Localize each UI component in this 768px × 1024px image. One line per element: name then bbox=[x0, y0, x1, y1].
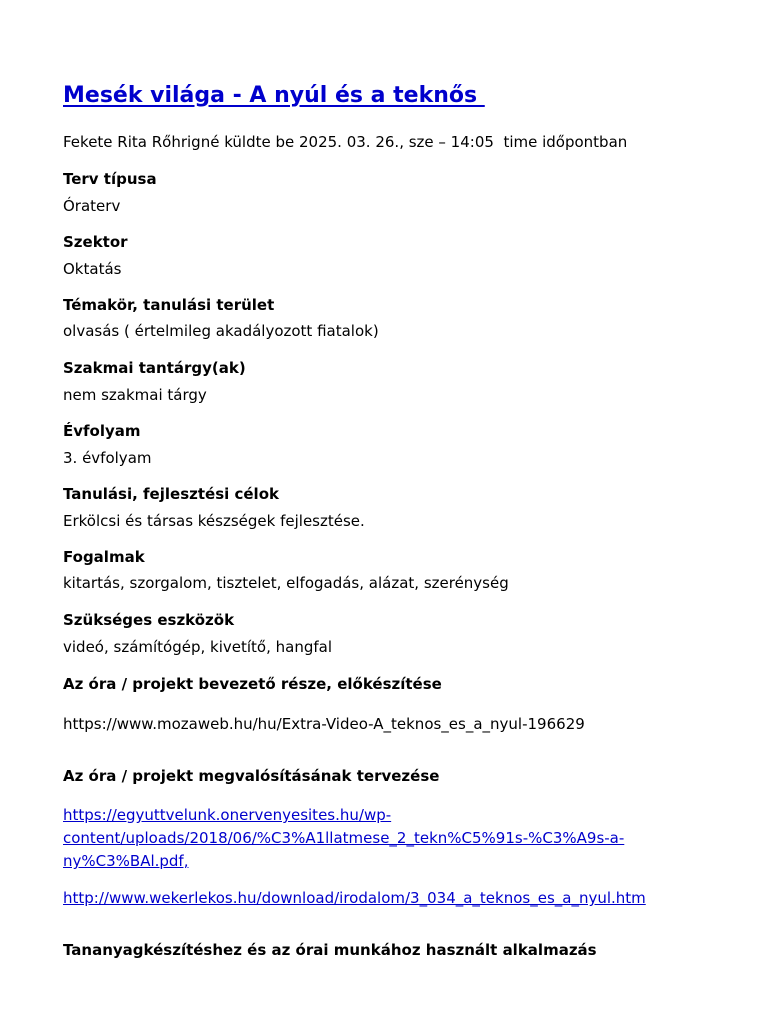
planning-link-htm[interactable]: http://www.wekerlekos.hu/download/irodalom/3_034_a_teknos_es_a_nyul.htm bbox=[63, 889, 646, 907]
field-label-subjects: Szakmai tantárgy(ak) bbox=[63, 359, 246, 377]
field-value-sector: Oktatás bbox=[63, 260, 122, 278]
section-label-planning: Az óra / projekt megvalósításának tervezése bbox=[63, 767, 440, 785]
field-value-concepts: kitartás, szorgalom, tisztelet, elfogadás, alázat, szerénység bbox=[63, 574, 509, 592]
planning-link-pdf[interactable] bbox=[63, 804, 663, 873]
field-label-tools: Szükséges eszközök bbox=[63, 611, 235, 629]
planning-link-pdf-line-1[interactable]: https://egyuttvelunk.onervenyesites.hu/wp- bbox=[63, 806, 392, 824]
field-label-sector: Szektor bbox=[63, 233, 128, 251]
page-title[interactable]: Mesék világa - A nyúl és a teknős bbox=[63, 83, 485, 108]
submission-info: Fekete Rita Rőhrigné küldte be 2025. 03. 26., sze – 14:05 time időpontban bbox=[63, 133, 628, 151]
field-label-goals: Tanulási, fejlesztési célok bbox=[63, 485, 279, 503]
field-value-grade: 3. évfolyam bbox=[63, 449, 152, 467]
planning-link-pdf-line-3[interactable]: ny%C3%BAl.pdf, bbox=[63, 852, 189, 870]
field-label-plan-type: Terv típusa bbox=[63, 170, 157, 188]
planning-link-pdf-line-2[interactable]: content/uploads/2018/06/%C3%A1llatmese_2_tekn%C5%91s-%C3%A9s-a- bbox=[63, 829, 625, 847]
field-value-tools: videó, számítógép, kivetítő, hangfal bbox=[63, 638, 333, 656]
field-value-topic: olvasás ( értelmileg akadályozott fiatalok) bbox=[63, 322, 379, 340]
field-label-grade: Évfolyam bbox=[63, 422, 141, 440]
field-value-goals: Erkölcsi és társas készségek fejlesztése. bbox=[63, 512, 365, 530]
field-value-subjects: nem szakmai tárgy bbox=[63, 386, 207, 404]
intro-url: https://www.mozaweb.hu/hu/Extra-Video-A_teknos_es_a_nyul-196629 bbox=[63, 715, 585, 733]
field-label-concepts: Fogalmak bbox=[63, 548, 145, 566]
section-label-intro: Az óra / projekt bevezető része, előkészítése bbox=[63, 675, 442, 693]
section-label-apps: Tananyagkészítéshez és az órai munkához használt alkalmazás bbox=[63, 941, 597, 959]
field-value-plan-type: Óraterv bbox=[63, 197, 121, 215]
field-label-topic: Témakör, tanulási terület bbox=[63, 296, 275, 314]
